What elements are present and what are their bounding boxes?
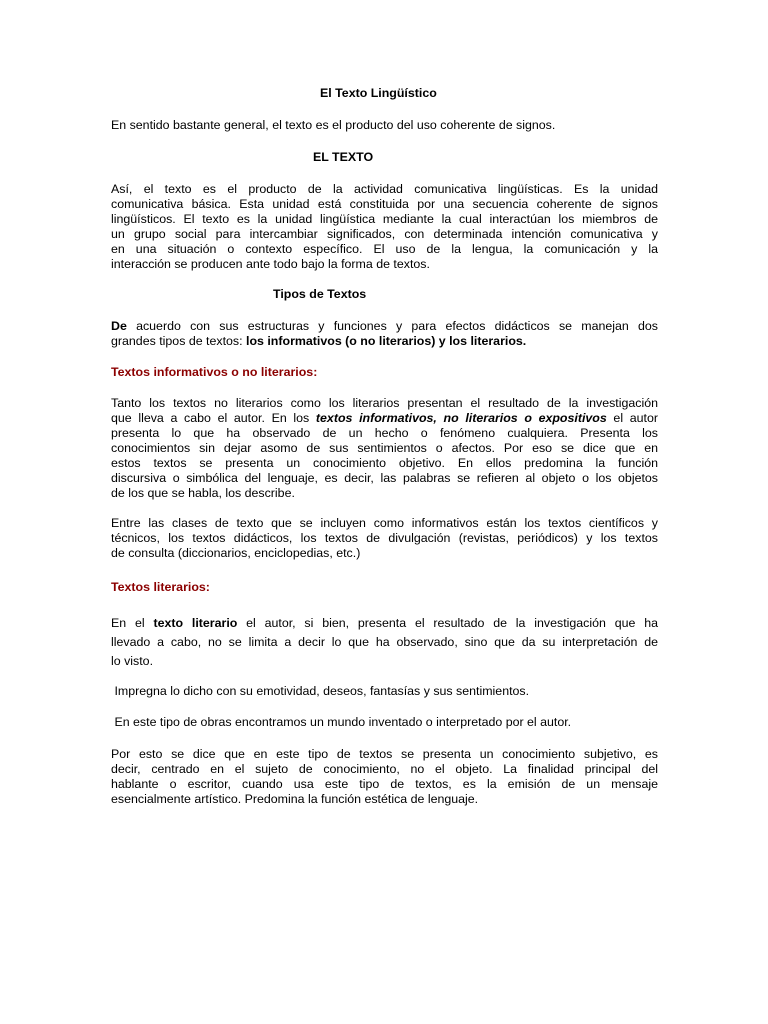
bold-phrase: texto literario bbox=[153, 616, 238, 630]
text-line: comunicativa básica. Esta unidad está constituida por una secuencia coherente de signos bbox=[111, 197, 658, 211]
text-line: de los que se habla, los describe. bbox=[111, 486, 295, 500]
text-line: Por esto se dice que en este tipo de textos se presenta un conocimiento subjetivo, es bbox=[111, 747, 658, 761]
text-line: decir, centrado en el sujeto de conocimiento, no el objeto. La finalidad principal del bbox=[111, 762, 658, 776]
text-line bbox=[111, 319, 658, 334]
paragraph-informativos bbox=[111, 396, 658, 501]
bold-italic-phrase: textos informativos, no literarios o expositivos bbox=[315, 411, 607, 425]
text-line: presenta lo que ha observado de un hecho o fenómeno cualquiera. Presenta los bbox=[111, 426, 658, 440]
paragraph-obras: En este tipo de obras encontramos un mundo inventado o interpretado por el autor. bbox=[111, 715, 572, 729]
paragraph-impregna: Impregna lo dicho con su emotividad, deseos, fantasías y sus sentimientos. bbox=[111, 684, 530, 698]
intro-paragraph: En sentido bastante general, el texto es el producto del uso coherente de signos. bbox=[111, 118, 556, 132]
paragraph-tipos bbox=[111, 319, 658, 349]
text-line: llevado a cabo, no se limita a decir lo que ha observado, sino que da su interpretación de bbox=[111, 635, 658, 649]
paragraph-clases bbox=[111, 516, 658, 561]
text-run: el autor, si bien, presenta el resultado de la investigación que ha bbox=[237, 616, 658, 630]
text-line: hablante o escritor, cuando usa este tipo de textos, es la emisión de un mensaje bbox=[111, 777, 658, 791]
text-line: conocimientos sin dejar asomo de sus sentimientos o afectos. Por eso se dice que en bbox=[111, 441, 658, 455]
text-line: Tanto los textos no literarios como los literarios presentan el resultado de la investigación bbox=[111, 396, 658, 410]
text-line: un grupo social para intercambiar significados, con determinada intención comunicativa y bbox=[111, 227, 658, 241]
text-line: de consulta (diccionarios, enciclopedias, etc.) bbox=[111, 546, 361, 560]
bold-phrase: los informativos (o no literarios) y los literarios. bbox=[246, 334, 527, 348]
text-line: discursiva o simbólica del lenguaje, es decir, las palabras se refieren al objeto o los objetos bbox=[111, 471, 658, 485]
text-run: acuerdo con sus estructuras y funciones y para efectos didácticos se manejan dos bbox=[126, 319, 658, 333]
text-line bbox=[111, 411, 658, 426]
text-line: interacción se producen ante todo bajo la forma de textos. bbox=[111, 257, 430, 271]
text-line: técnicos, los textos didácticos, los textos de divulgación (revistas, periódicos) y los textos bbox=[111, 531, 658, 545]
text-run: que lleva a cabo el autor. En los bbox=[111, 411, 316, 425]
heading-tipos-de-textos: Tipos de Textos bbox=[273, 287, 367, 301]
text-line: esencialmente artístico. Predomina la función estética de lenguaje. bbox=[111, 792, 479, 806]
text-line: Entre las clases de texto que se incluyen como informativos están los textos científicos y bbox=[111, 516, 658, 530]
text-run: grandes tipos de textos: bbox=[111, 334, 247, 348]
paragraph-el-texto bbox=[111, 182, 658, 272]
text-run: el autor bbox=[606, 411, 658, 425]
document-title: El Texto Lingüístico bbox=[320, 86, 437, 100]
text-line: lo visto. bbox=[111, 654, 154, 668]
text-line: lingüísticos. El texto es la unidad lingüística mediante la cual interactúan los miembros de bbox=[111, 212, 658, 226]
heading-textos-literarios: Textos literarios: bbox=[111, 580, 210, 594]
text-line: Así, el texto es el producto de la actividad comunicativa lingüísticas. Es la unidad bbox=[111, 182, 658, 196]
text-line: en una situación o contexto específico. El uso de la lengua, la comunicación y la bbox=[111, 242, 658, 256]
heading-el-texto: EL TEXTO bbox=[313, 150, 374, 164]
paragraph-literario bbox=[111, 614, 658, 671]
text-line bbox=[111, 334, 658, 349]
text-line: estos textos se presenta un conocimiento objetivo. En ellos predomina la función bbox=[111, 456, 658, 470]
bold-word: De bbox=[111, 319, 127, 333]
text-line bbox=[111, 614, 658, 633]
paragraph-subjetivo bbox=[111, 747, 658, 807]
heading-textos-informativos: Textos informativos o no literarios: bbox=[111, 365, 318, 379]
text-run: En el bbox=[111, 616, 154, 630]
